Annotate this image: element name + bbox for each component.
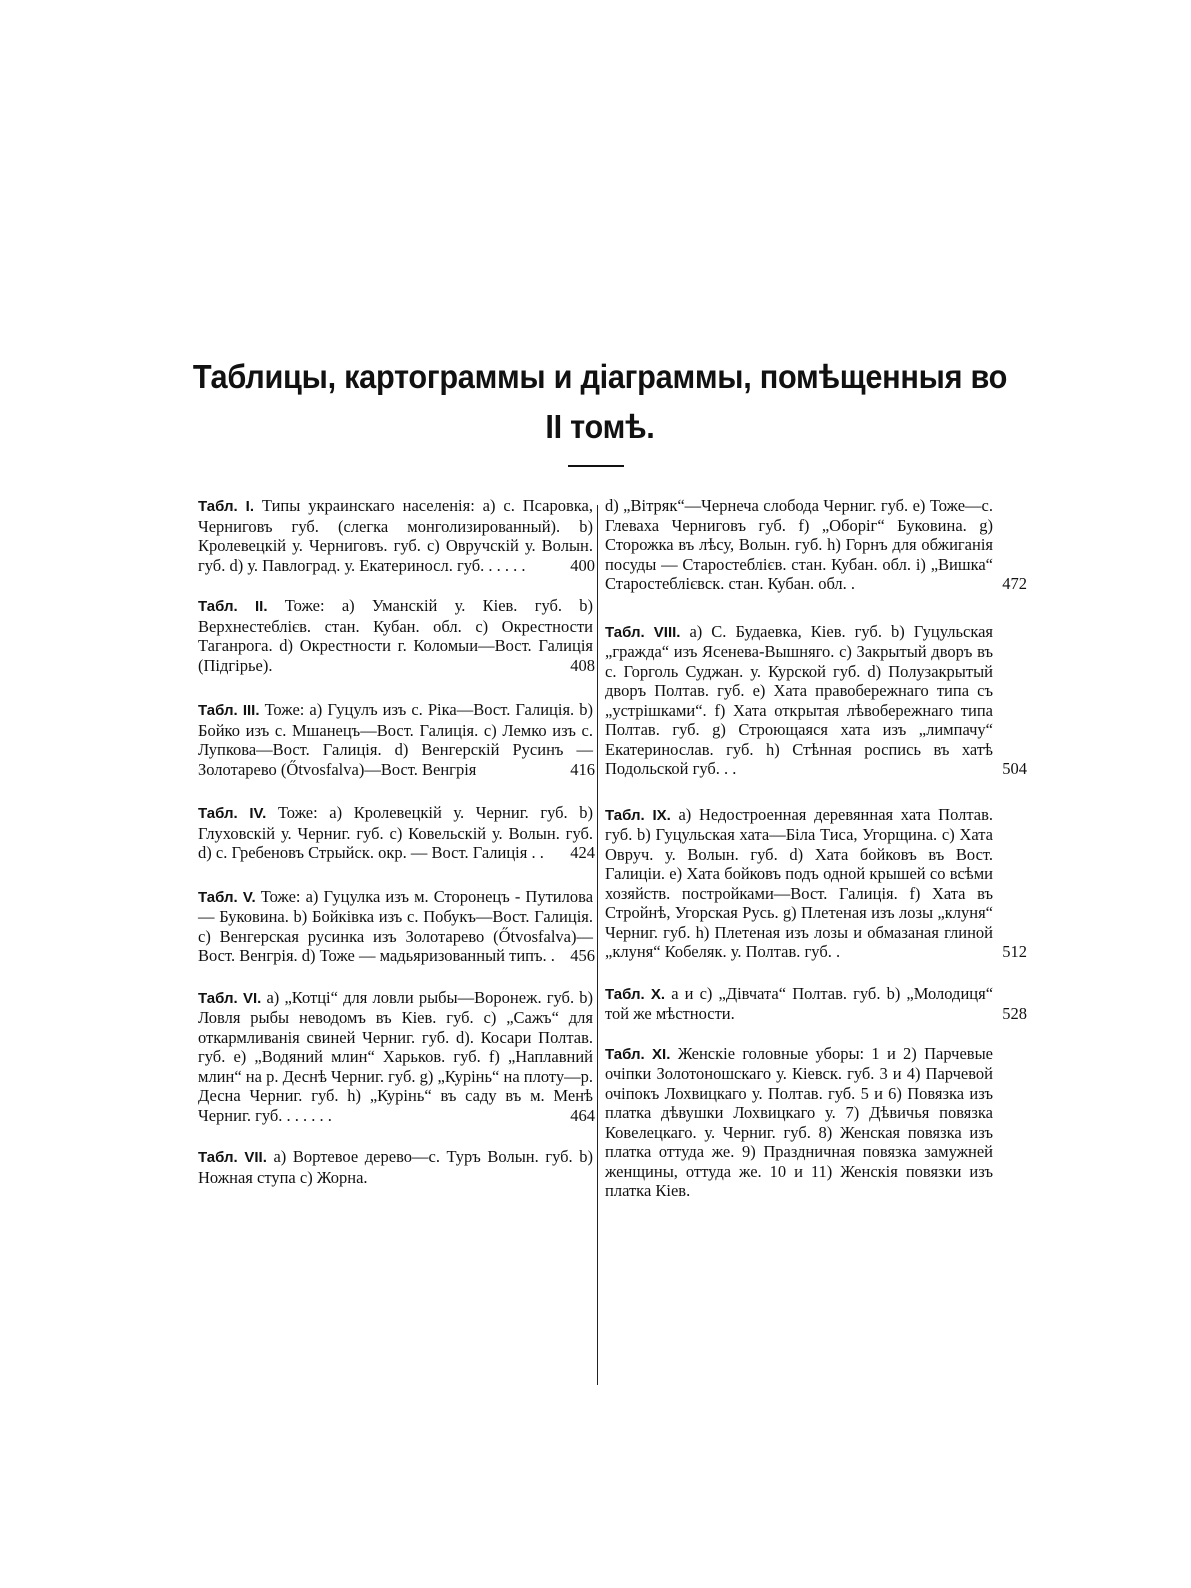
- title-divider: [568, 465, 624, 467]
- entry-page: 504: [1002, 759, 1027, 778]
- table-entry-7: [198, 1147, 593, 1187]
- entry-label: Табл. X.: [605, 985, 666, 1003]
- page-title-line-2: II томѣ.: [545, 408, 655, 445]
- left-column: [198, 496, 593, 1206]
- entry-page: 424: [570, 843, 595, 862]
- entry-text: d) „Вітряк“—Чернеча слобода Черниг. губ. e) Тоже—с. Глеваха Черниговъ губ. f) „Оборіг“ Буковина. g) Сторожка въ лѣсу, Волын. губ. h) Горнъ для обжиганія посуды — Старостеблієв. стан. Кубан. обл. i) „Вишка“ Старостеблієвск. стан. Кубан. обл. .: [605, 496, 993, 593]
- entry-text: Тоже: a) Кролевецкій у. Черниг. губ. b) Глуховскій у. Черниг. губ. c) Ковельскій у. Волын. губ. d) с. Гребеновъ Стрыйск. окр. — Вост. Галиція . .: [198, 803, 593, 862]
- page-title-line-1: Таблицы, картограммы и діаграммы, помѣщенныя во: [192, 358, 1008, 395]
- table-entry-9: [605, 804, 1027, 962]
- entry-page: 416: [570, 759, 595, 779]
- table-entry-3: [198, 700, 593, 779]
- entry-text: a) Недостроенная деревянная хата Полтав. губ. b) Гуцульская хата—Біла Тиса, Угорщина. c) Хата Овруч. у. Волын. губ. d) Хата бойковъ въ Вост. Галиціи. e) Хата бойковъ подъ одной крышей со всѣми хозяйств. постройками—Вост. Галиція. f) Хата въ Стройнѣ, Угорская Русь. g) Плетеная изъ лозы „клуня“ Черниг. губ. h) Плетеная изъ лозы и обмазаная глиной „клуня“ Кобеляк. у. Полтав. губ. .: [605, 804, 993, 961]
- table-entry-8: [605, 621, 1027, 779]
- entry-text: Типы украинскаго населенія: a) с. Псаровка, Черниговъ губ. (слегка монголизированный). b) Кролевецкій у. Черниговъ. губ. c) Овручскій у. Волын. губ. d) у. Павлоград. у. Екатериносл. губ. . . . . .: [198, 496, 593, 575]
- table-entry-10: [605, 983, 1027, 1024]
- entry-label: Табл. IV.: [198, 805, 267, 822]
- entry-page: 472: [1002, 574, 1027, 593]
- column-divider: [597, 505, 598, 1385]
- entry-text: Тоже: a) Уманскій у. Кіев. губ. b) Верхнестеблієв. стан. Кубан. обл. c) Окрестности Таганрога. d) Окрестности г. Коломыи—Вост. Галиція (Підгірье).: [198, 596, 594, 675]
- entry-text: Тоже: a) Гуцулка изъ м. Сторонецъ - Путилова — Буковина. b) Бойківка изъ с. Побукъ—Вост. Галиція. c) Венгерская русинка изъ Золотарево (Őtvosfalva)—Вост. Венгрія. d) Тоже — мадьяризованный типъ. .: [198, 886, 594, 965]
- entry-label: Табл. III.: [198, 702, 260, 719]
- entry-page: 512: [1002, 942, 1027, 961]
- page-title: [182, 352, 1019, 452]
- entry-page: 400: [570, 555, 595, 575]
- entry-text: a) С. Будаевка, Кіев. губ. b) Гуцульская „гражда“ изъ Ясенева-Вышняго. c) Закрытый дворъ въ с. Горголь Суджан. у. Курской губ. d) Полузакрытый дворъ Полтав. губ. e) Хата правобережнаго типа съ „устрішками“. f) Хата открытая лѣвобережнаго типа Полтав. губ. g) Строющаяся хата изъ „лимпачу“ Екатеринослав. губ. h) Стѣнная роспись въ хатѣ Подольской губ. . .: [605, 621, 993, 778]
- entry-text: Тоже: a) Гуцулъ изъ с. Ріка—Вост. Галиція. b) Бойко изъ с. Мшанецъ—Вост. Галиція. c) Лемко изъ с. Лупкова—Вост. Галиція. d) Венгерскій Русинъ — Золотарево (Őtvosfalva)—Вост. Венгрія: [198, 700, 593, 779]
- entry-text: a) Вортевое дерево—с. Туръ Волын. губ. b) Ножная ступа c) Жорна.: [198, 1147, 593, 1187]
- table-entry-7-continued: [605, 496, 1027, 594]
- table-entry-2: [198, 596, 593, 675]
- right-column: [605, 496, 1027, 1220]
- table-entry-1: [198, 496, 593, 575]
- entry-label: Табл. I.: [198, 498, 254, 515]
- entry-label: Табл. VIII.: [605, 623, 681, 641]
- entry-label: Табл. VI.: [198, 989, 262, 1007]
- entry-page: 408: [570, 655, 595, 675]
- entry-page: 456: [570, 946, 595, 965]
- entry-page: 464: [570, 1105, 595, 1125]
- entry-text: a) „Котці“ для ловли рыбы—Воронеж. губ. b) Ловля рыбы неводомъ въ Кіев. губ. c) „Сажъ“ для откармливанія свиней Черниг. губ. d). Косари Полтав. губ. e) „Водяний млин“ Харьков. губ. f) „Наплавний млин“ на р. Деснѣ Черниг. губ. g) „Курінь“ на плоту—р. Десна Черниг. губ. h) „Курінь“ въ саду въ м. Менѣ Черниг. губ. . . . . . .: [198, 987, 593, 1125]
- entry-text: a и c) „Дівчата“ Полтав. губ. b) „Молодиця“ той же мѣстности.: [605, 983, 994, 1023]
- table-entry-11: [605, 1044, 993, 1201]
- entry-page: 528: [1002, 1004, 1027, 1023]
- entry-label: Табл. VII.: [198, 1149, 267, 1166]
- entry-label: Табл. V.: [198, 888, 256, 906]
- table-entry-6: [198, 988, 593, 1126]
- entry-label: Табл. XI.: [605, 1045, 671, 1063]
- entry-label: Табл. IX.: [605, 806, 671, 824]
- entry-label: Табл. II.: [198, 598, 268, 615]
- table-entry-4: [198, 803, 593, 863]
- entry-text: Женскіе головные уборы: 1 и 2) Парчевые очіпки Золотоношскаго у. Кіевск. губ. 3 и 4) Парчевой очіпокъ Лохвицкаго у. Полтав. губ. 5 и 6) Повязка изъ платка дѣвушки Лохвицкаго у. 7) Дѣвичья повязка Ковелецкаго. у. Черниг. губ. 8) Женская повязка изъ платка оттуда же. 9) Праздничная повязка замужней женщины, оттуда же. 10 и 11) Женскія повязки изъ платка Кіев.: [605, 1043, 993, 1200]
- table-entry-5: [198, 887, 593, 966]
